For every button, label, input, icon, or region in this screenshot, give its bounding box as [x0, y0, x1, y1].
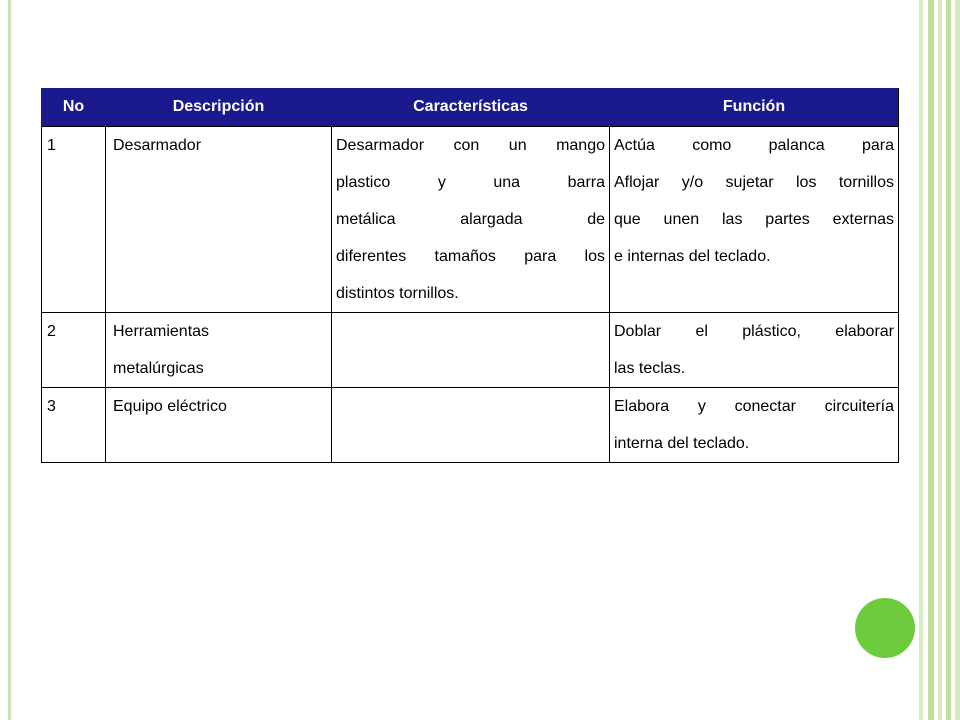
text-line: metálica alargada de: [336, 211, 605, 228]
green-circle-decoration: [855, 598, 915, 658]
text-line: plastico y una barra: [336, 174, 605, 191]
tools-table: [41, 88, 899, 463]
text-line: Elabora y conectar circuitería: [614, 398, 894, 415]
table-row: [42, 313, 899, 388]
text-line: las teclas.: [614, 360, 686, 377]
header-funcion: Función: [610, 88, 899, 127]
text-line: Doblar el plástico, elaborar: [614, 323, 894, 340]
right-decor-band: [938, 0, 942, 720]
cell-no: 1: [42, 127, 106, 313]
text-line: e internas del teclado.: [614, 248, 771, 265]
text-line: interna del teclado.: [614, 435, 750, 452]
cell-descripcion: Desarmador: [106, 127, 332, 313]
header-no: No: [42, 88, 106, 127]
text-line: Aflojar y/o sujetar los tornillos: [614, 174, 894, 191]
table-row: [42, 388, 899, 463]
text-line: Herramientas: [113, 323, 210, 340]
cell-funcion: [610, 127, 899, 313]
text-line: que unen las partes externas: [614, 211, 894, 228]
cell-no: 2: [42, 313, 106, 388]
text-line: Actúa como palanca para: [614, 137, 894, 154]
right-decor-band: [955, 0, 960, 720]
left-border-line: [8, 0, 11, 720]
cell-funcion: [610, 313, 899, 388]
cell-descripcion: Equipo eléctrico: [106, 388, 332, 463]
text-line: distintos tornillos.: [336, 285, 459, 302]
cell-funcion: [610, 388, 899, 463]
right-decor-band: [919, 0, 923, 720]
table-header-row: [42, 88, 899, 127]
right-decor-band: [928, 0, 934, 720]
cell-caracteristicas: [332, 388, 610, 463]
text-line: metalúrgicas: [113, 360, 204, 377]
text-line: Desarmador con un mango: [336, 137, 605, 154]
table-row: [42, 127, 899, 313]
header-descripcion: Descripción: [106, 88, 332, 127]
cell-caracteristicas: [332, 127, 610, 313]
cell-caracteristicas: [332, 313, 610, 388]
header-caracteristicas: Características: [332, 88, 610, 127]
right-decor-band: [946, 0, 951, 720]
cell-no: 3: [42, 388, 106, 463]
cell-descripcion: [106, 313, 332, 388]
text-line: diferentes tamaños para los: [336, 248, 605, 265]
